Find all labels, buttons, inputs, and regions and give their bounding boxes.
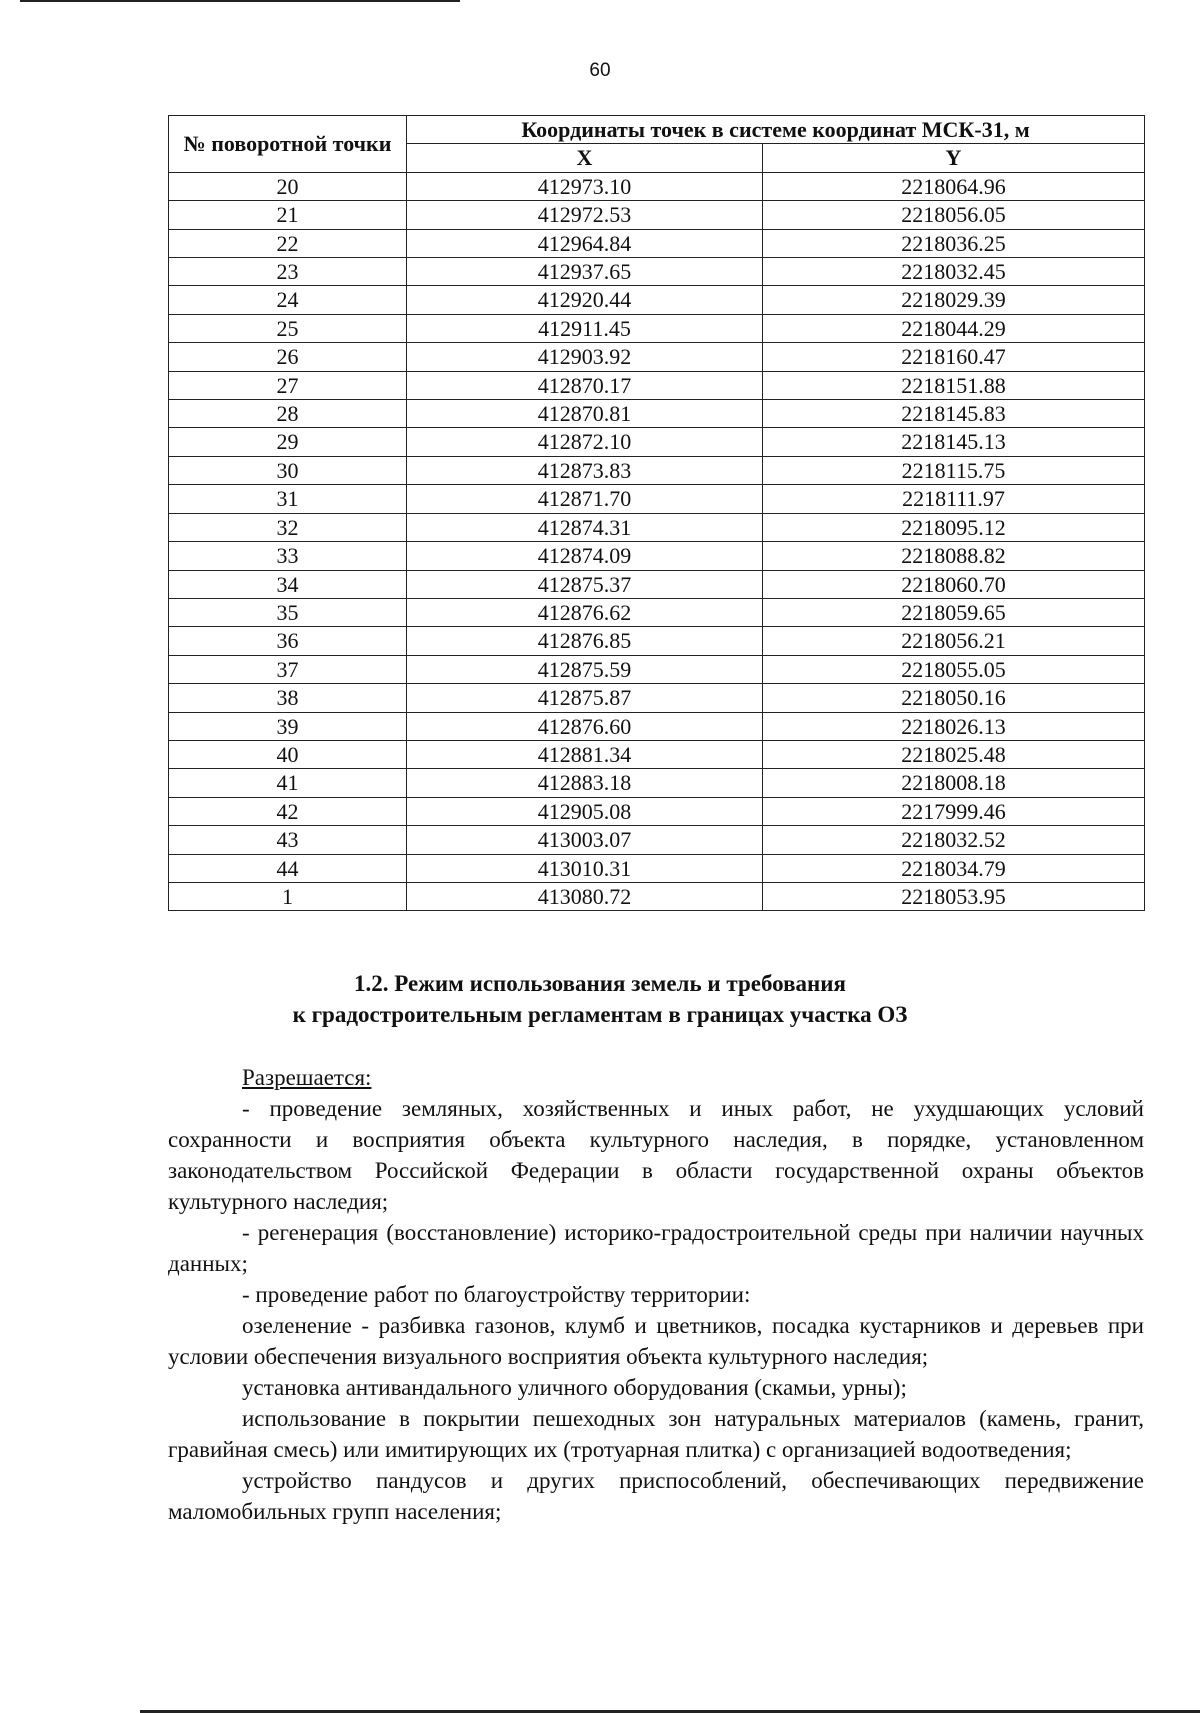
cell-x: 413003.07 [407,826,763,854]
cell-x: 412874.09 [407,542,763,570]
cell-point-number: 21 [169,201,407,229]
table-row [169,172,1145,200]
cell-x: 412874.31 [407,513,763,541]
table-row [169,598,1145,626]
cell-point-number: 31 [169,485,407,513]
cell-y: 2218060.70 [763,570,1145,598]
cell-y: 2218036.25 [763,229,1145,257]
paragraph: озеленение - разбивка газонов, клумб и цветников, посадка кустарников и деревьев при условии обеспечения визуального восприятия объекта культурного наследия; [168,1313,1144,1369]
cell-y: 2218053.95 [763,882,1145,910]
table-row [169,371,1145,399]
cell-x: 412937.65 [407,258,763,286]
cell-y: 2218160.47 [763,343,1145,371]
cell-x: 412905.08 [407,797,763,825]
cell-x: 412911.45 [407,314,763,342]
cell-point-number: 36 [169,627,407,655]
table-row [169,826,1145,854]
header-coordinates: Координаты точек в системе координат МСК-31, м [407,116,1145,144]
cell-point-number: 43 [169,826,407,854]
cell-x: 412870.17 [407,371,763,399]
cell-point-number: 26 [169,343,407,371]
cell-x: 413080.72 [407,882,763,910]
cell-x: 412903.92 [407,343,763,371]
cell-point-number: 24 [169,286,407,314]
cell-x: 413010.31 [407,854,763,882]
cell-x: 412876.60 [407,712,763,740]
cell-y: 2218088.82 [763,542,1145,570]
paragraph: использование в покрытии пешеходных зон натуральных материалов (камень, гранит, гравийная смесь) или имитирующих их (тротуарная плитка) с организацией водоотведения; [168,1406,1144,1462]
cell-y: 2218055.05 [763,655,1145,683]
cell-point-number: 35 [169,598,407,626]
section-body [168,1062,1144,1527]
cell-point-number: 39 [169,712,407,740]
cell-y: 2218059.65 [763,598,1145,626]
table-row [169,229,1145,257]
table-row [169,684,1145,712]
cell-x: 412881.34 [407,740,763,768]
cell-point-number: 40 [169,740,407,768]
cell-point-number: 42 [169,797,407,825]
cell-x: 412870.81 [407,400,763,428]
cell-point-number: 22 [169,229,407,257]
cell-y: 2218056.21 [763,627,1145,655]
cell-point-number: 23 [169,258,407,286]
table-row [169,882,1145,910]
cell-x: 412875.59 [407,655,763,683]
cell-point-number: 41 [169,769,407,797]
cell-x: 412873.83 [407,456,763,484]
cell-point-number: 27 [169,371,407,399]
cell-y: 2218032.52 [763,826,1145,854]
paragraph: - проведение земляных, хозяйственных и иных работ, не ухудшающих условий сохранности и восприятия объекта культурного наследия, в порядке, установленном законодательством Российской Федерации в области государственной охраны объектов культурного наследия; [168,1096,1144,1214]
cell-y: 2218034.79 [763,854,1145,882]
table-row [169,542,1145,570]
table-row [169,627,1145,655]
cell-x: 412871.70 [407,485,763,513]
table-row [169,712,1145,740]
section-heading-line2: к градостроительным регламентам в границах участка ОЗ [292,1002,908,1027]
cell-y: 2218008.18 [763,769,1145,797]
table-row [169,570,1145,598]
cell-x: 412920.44 [407,286,763,314]
cell-point-number: 37 [169,655,407,683]
cell-y: 2218029.39 [763,286,1145,314]
cell-point-number: 1 [169,882,407,910]
table-row [169,456,1145,484]
table-row [169,201,1145,229]
cell-x: 412875.37 [407,570,763,598]
cell-x: 412883.18 [407,769,763,797]
cell-x: 412876.85 [407,627,763,655]
cell-point-number: 44 [169,854,407,882]
cell-point-number: 32 [169,513,407,541]
cell-x: 412972.53 [407,201,763,229]
table-header [169,116,1145,173]
table-row [169,258,1145,286]
paragraph: - регенерация (восстановление) историко-градостроительной среды при наличии научных данных; [168,1220,1144,1276]
scan-edge-top [20,0,460,2]
cell-point-number: 25 [169,314,407,342]
section-heading-line1: 1.2. Режим использования земель и требования [354,971,846,996]
cell-y: 2218111.97 [763,485,1145,513]
table-row [169,286,1145,314]
table-row [169,428,1145,456]
paragraph: устройство пандусов и других приспособлений, обеспечивающих передвижение маломобильных групп населения; [168,1468,1144,1524]
section-heading [0,968,1200,1030]
cell-y: 2218151.88 [763,371,1145,399]
paragraph: - проведение работ по благоустройству территории: [242,1282,751,1307]
table-row [169,854,1145,882]
allowed-label: Разрешается: [242,1065,372,1090]
header-y: Y [763,144,1145,172]
table-row [169,343,1145,371]
table-row [169,314,1145,342]
page-number: 60 [589,60,611,81]
cell-y: 2218026.13 [763,712,1145,740]
table-row [169,740,1145,768]
header-x: X [407,144,763,172]
cell-y: 2218032.45 [763,258,1145,286]
cell-y: 2218056.05 [763,201,1145,229]
cell-x: 412876.62 [407,598,763,626]
cell-x: 412964.84 [407,229,763,257]
table-row [169,769,1145,797]
cell-y: 2218095.12 [763,513,1145,541]
cell-y: 2218050.16 [763,684,1145,712]
cell-y: 2218025.48 [763,740,1145,768]
cell-y: 2218064.96 [763,172,1145,200]
cell-y: 2217999.46 [763,797,1145,825]
table-row [169,797,1145,825]
cell-point-number: 33 [169,542,407,570]
cell-x: 412973.10 [407,172,763,200]
table-row [169,655,1145,683]
cell-x: 412875.87 [407,684,763,712]
cell-x: 412872.10 [407,428,763,456]
cell-point-number: 38 [169,684,407,712]
cell-y: 2218115.75 [763,456,1145,484]
cell-point-number: 20 [169,172,407,200]
cell-point-number: 29 [169,428,407,456]
table-row [169,485,1145,513]
cell-point-number: 30 [169,456,407,484]
cell-y: 2218145.13 [763,428,1145,456]
table-row [169,400,1145,428]
cell-y: 2218044.29 [763,314,1145,342]
cell-point-number: 28 [169,400,407,428]
cell-point-number: 34 [169,570,407,598]
cell-y: 2218145.83 [763,400,1145,428]
paragraph: установка антивандального уличного оборудования (скамьи, урны); [242,1375,907,1400]
coordinates-table [168,115,1145,911]
table-body [169,172,1145,911]
table-row [169,513,1145,541]
header-point-number: № поворотной точки [169,116,407,173]
